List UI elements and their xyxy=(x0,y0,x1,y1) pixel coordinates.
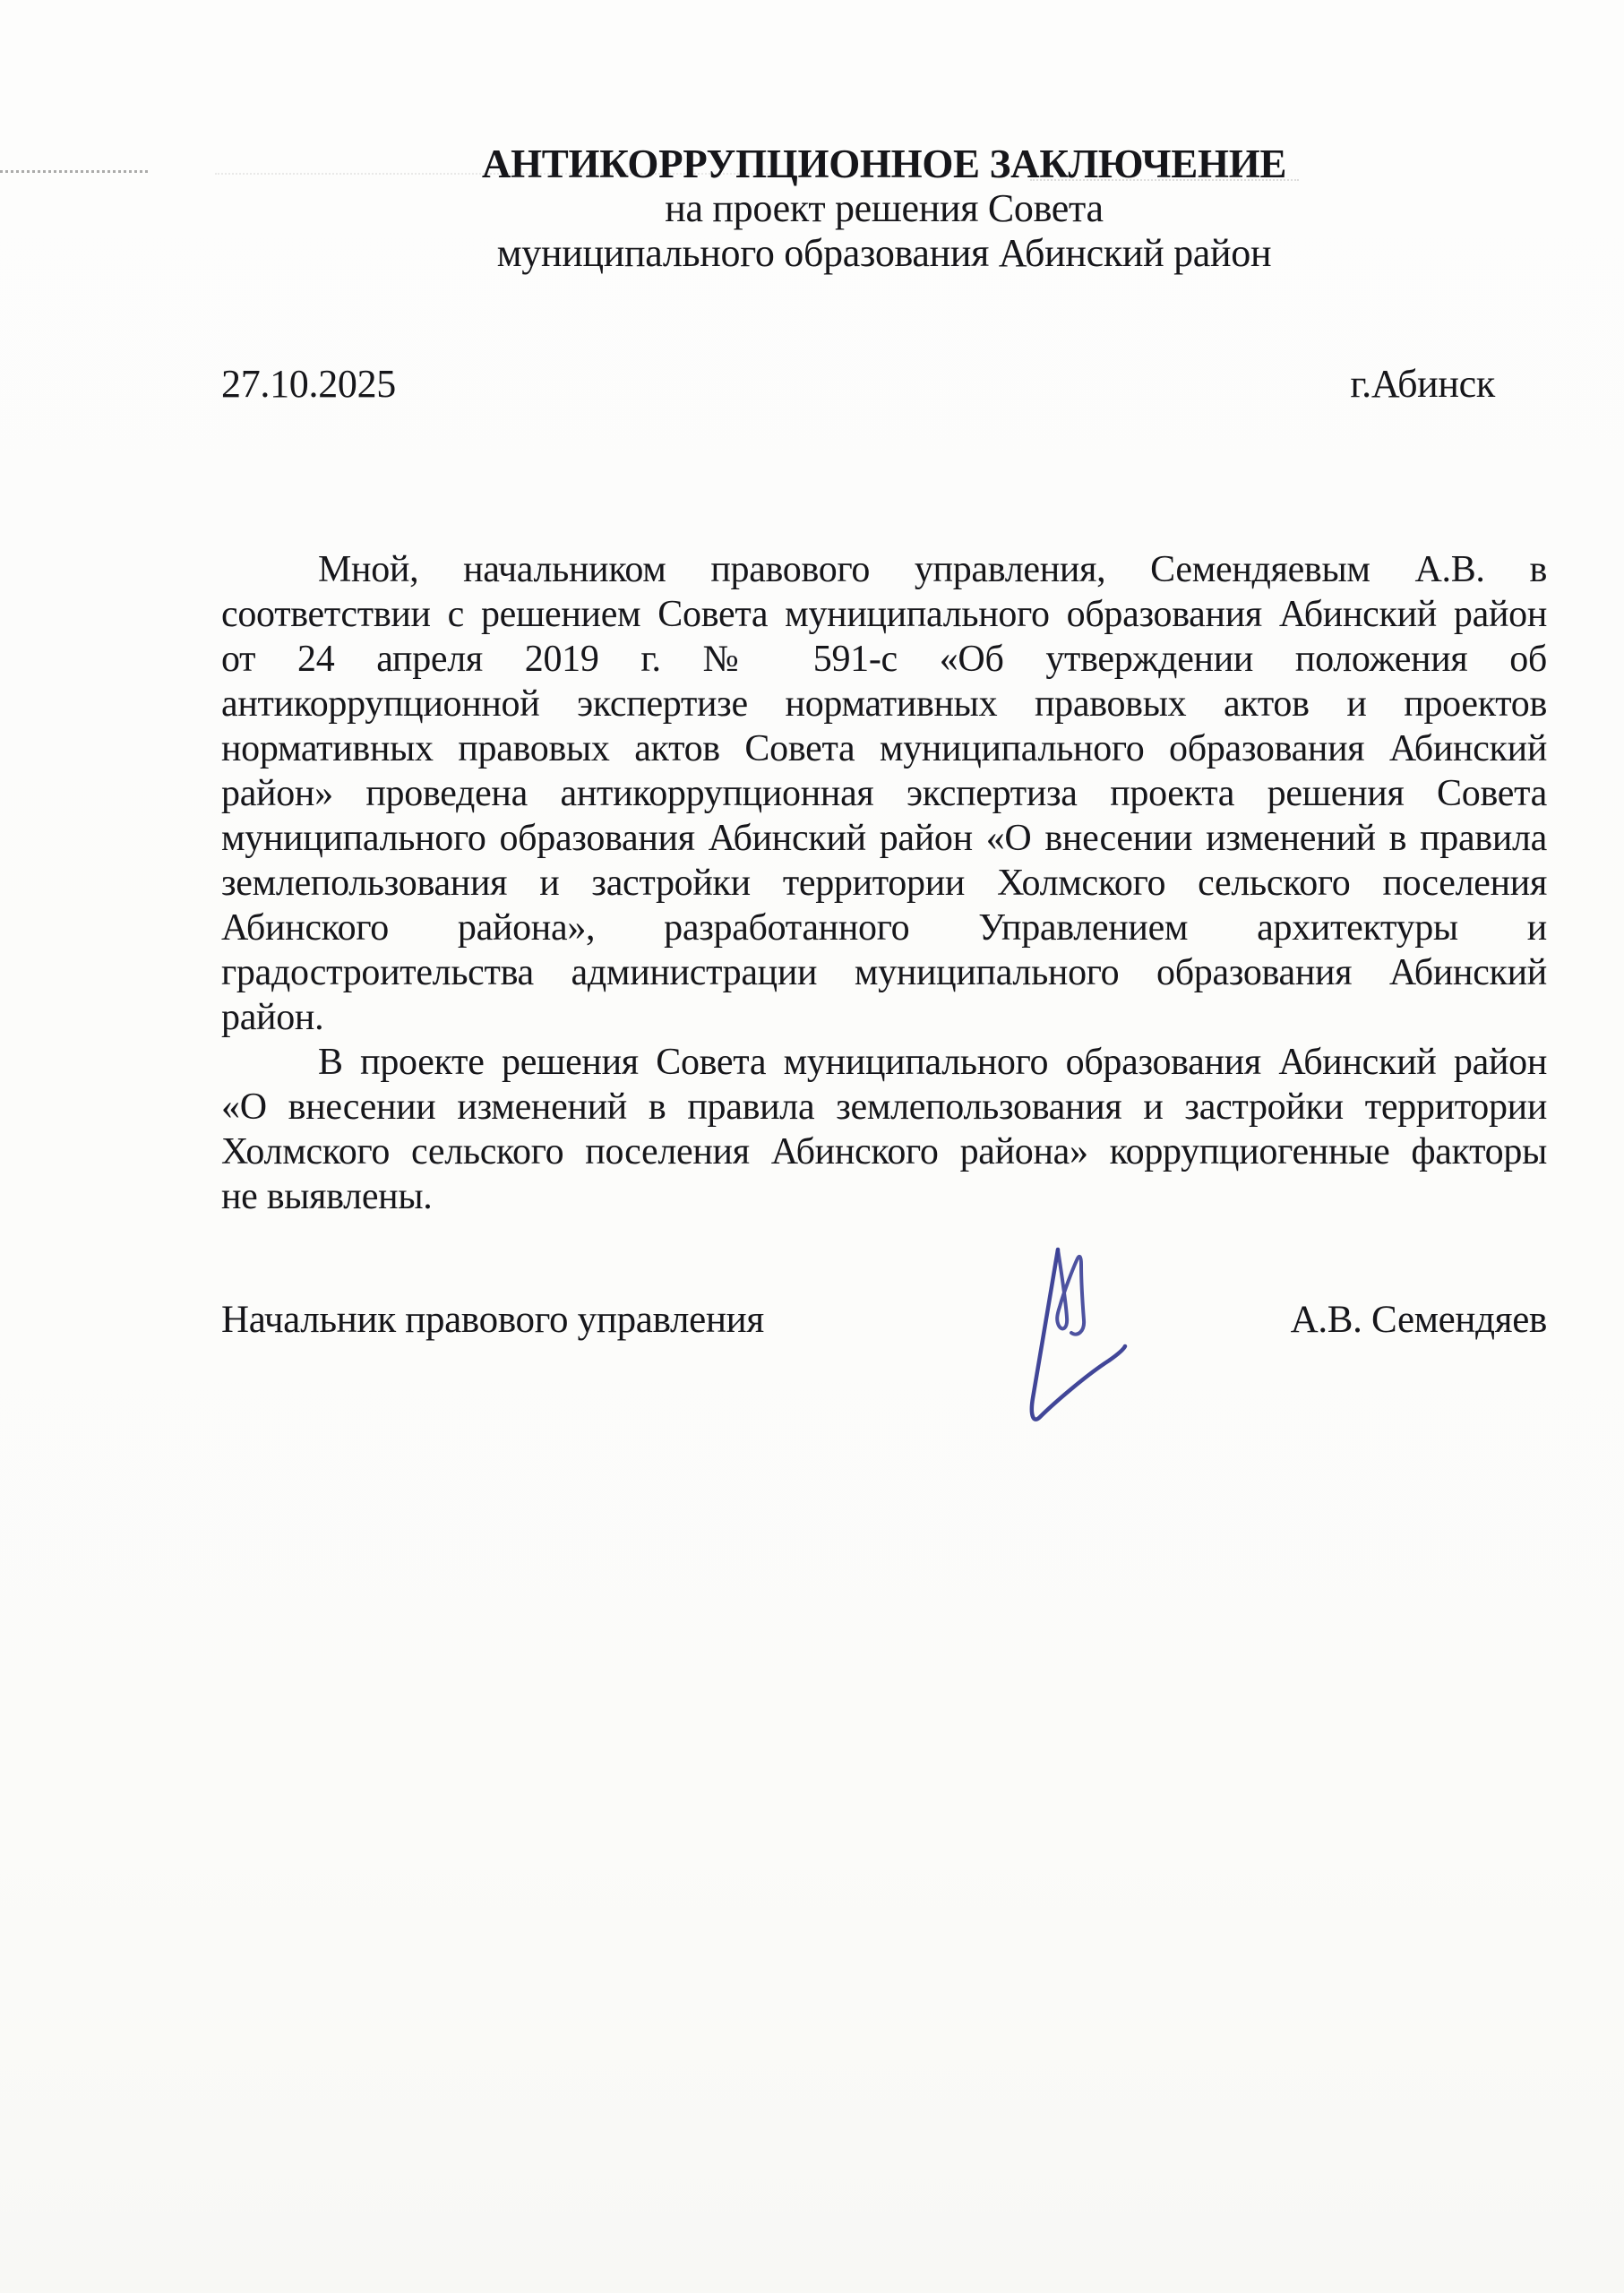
document-body xyxy=(221,547,1547,1219)
text-line: район» проведена антикоррупционная экспертиза проекта решения Совета xyxy=(221,773,1547,814)
date-place-row xyxy=(221,362,1547,407)
text-line: от 24 апреля 2019 г. № 591-с «Об утверждении положения об xyxy=(221,639,1547,680)
document-subtitle-line2: муниципального образования Абинский район xyxy=(496,231,1272,275)
signature-row xyxy=(221,1297,1547,1344)
paragraph-expertise-basis xyxy=(221,547,1547,1040)
handwritten-signature-icon xyxy=(1019,1239,1145,1445)
text-line: Мной, начальником правового управления, Семендяевым А.В. в xyxy=(318,549,1547,590)
text-line: соответствии с решением Совета муниципального образования Абинский район xyxy=(221,594,1547,635)
document-header xyxy=(221,142,1547,276)
text-line: Абинского района», разработанного Управлением архитектуры и xyxy=(221,907,1547,949)
text-line: район. xyxy=(221,997,324,1038)
document-subtitle-line1: на проект решения Совета xyxy=(665,186,1104,230)
text-line: градостроительства администрации муниципального образования Абинский xyxy=(221,952,1547,993)
document-title: АНТИКОРРУПЦИОННОЕ ЗАКЛЮЧЕНИЕ xyxy=(481,142,1287,186)
paragraph-conclusion xyxy=(221,1040,1547,1219)
text-line: землепользования и застройки территории Холмского сельского поселения xyxy=(221,863,1547,904)
text-line: муниципального образования Абинский район «О внесении изменений в правила xyxy=(221,818,1547,859)
scan-artifact-dotted-line-left xyxy=(0,170,148,173)
text-line: не выявлены. xyxy=(221,1176,433,1217)
text-line: «О внесении изменений в правила землепользования и застройки территории xyxy=(221,1086,1547,1128)
document-date: 27.10.2025 xyxy=(221,362,397,406)
text-line: нормативных правовых актов Совета муниципального образования Абинский xyxy=(221,728,1547,769)
text-line: антикоррупционной экспертизе нормативных правовых актов и проектов xyxy=(221,683,1547,725)
signature-position-label: Начальник правового управления xyxy=(221,1299,764,1341)
text-line: В проекте решения Совета муниципального образования Абинский район xyxy=(318,1042,1547,1083)
signatory-name: А.В. Семендяев xyxy=(1290,1299,1547,1341)
document-place: г.Абинск xyxy=(1350,362,1495,406)
text-line: Холмского сельского поселения Абинского района» коррупциогенные факторы xyxy=(221,1131,1547,1172)
